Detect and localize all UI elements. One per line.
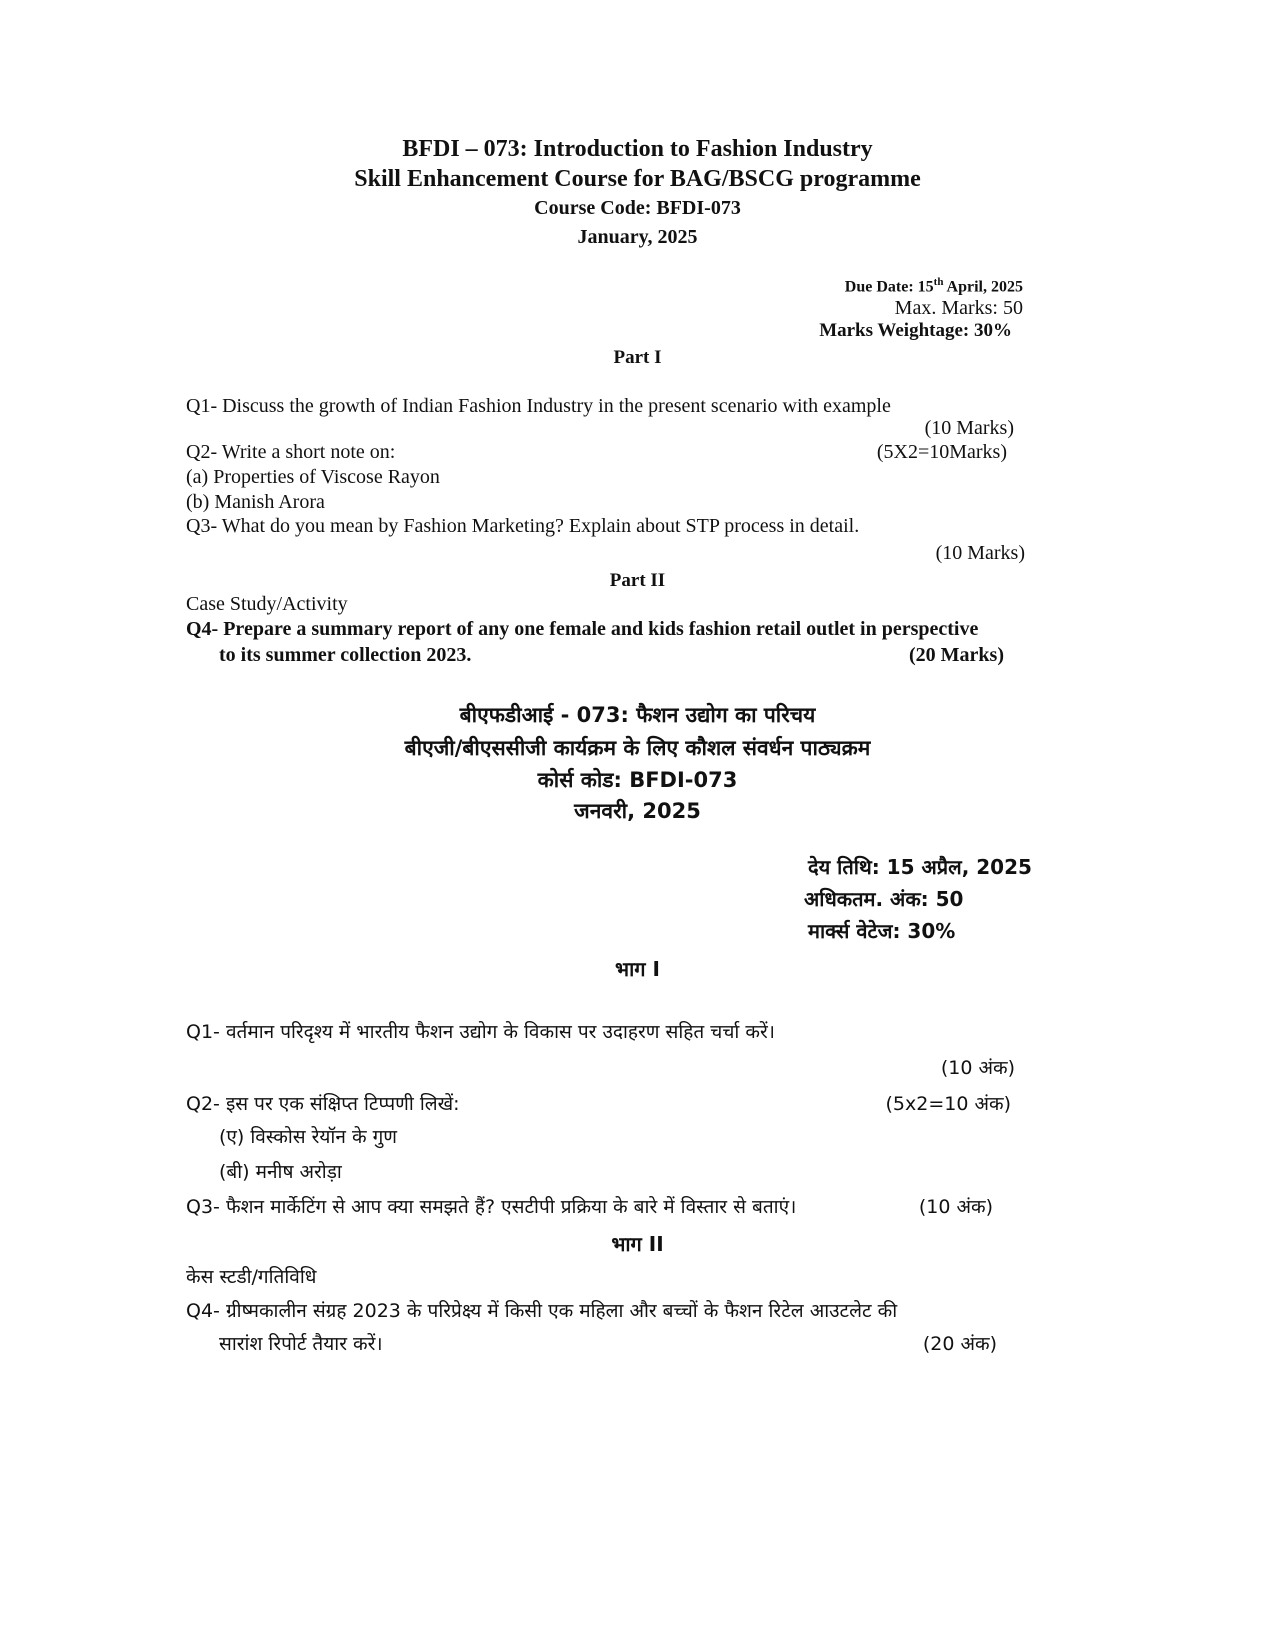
english-q3: Q3- What do you mean by Fashion Marketing? Explain about STP process in detail.	[186, 515, 860, 537]
english-part1-heading: Part I	[613, 347, 662, 368]
english-part2-heading: Part II	[609, 570, 666, 591]
english-due-date: Due Date: 15th April, 2025	[844, 276, 1023, 296]
hindi-part2-heading: भाग II	[611, 1232, 664, 1256]
english-q2b: (b) Manish Arora	[186, 491, 325, 513]
english-q1-marks: (10 Marks)	[924, 417, 1014, 439]
english-q1: Q1- Discuss the growth of Indian Fashion Industry in the present scenario with example	[186, 395, 891, 417]
hindi-q4-marks: (20 अंक)	[922, 1333, 997, 1355]
hindi-max-marks: अधिकतम. अंक: 50	[804, 887, 964, 911]
hindi-part1-heading: भाग I	[615, 957, 660, 981]
english-session: January, 2025	[577, 226, 698, 248]
hindi-q2a: (ए) विस्कोस रेयॉन के गुण	[219, 1126, 398, 1148]
english-title: BFDI – 073: Introduction to Fashion Industry	[402, 136, 873, 162]
hindi-q4-line1: Q4- ग्रीष्मकालीन संग्रह 2023 के परिप्रेक्ष्य में किसी एक महिला और बच्चों के फैशन रिटेल आउटलेट की	[186, 1300, 898, 1322]
hindi-q4-line2: सारांश रिपोर्ट तैयार करें।	[219, 1333, 383, 1355]
english-weightage: Marks Weightage: 30%	[819, 320, 1012, 341]
english-q2: Q2- Write a short note on:	[186, 441, 396, 463]
english-course-code: Course Code: BFDI-073	[534, 197, 741, 219]
hindi-course-code: कोर्स कोड: BFDI-073	[537, 768, 738, 792]
hindi-q2b: (बी) मनीष अरोड़ा	[219, 1161, 342, 1183]
english-q2a: (a) Properties of Viscose Rayon	[186, 466, 440, 488]
hindi-due-date: देय तिथि: 15 अप्रैल, 2025	[808, 855, 1032, 879]
hindi-weightage: मार्क्स वेटेज: 30%	[808, 919, 956, 943]
hindi-q2: Q2- इस पर एक संक्षिप्त टिप्पणी लिखें:	[186, 1093, 460, 1115]
english-subtitle: Skill Enhancement Course for BAG/BSCG programme	[354, 166, 921, 192]
hindi-q1: Q1- वर्तमान परिदृश्य में भारतीय फैशन उद्योग के विकास पर उदाहरण सहित चर्चा करें।	[186, 1021, 775, 1043]
hindi-q1-marks: (10 अंक)	[940, 1057, 1015, 1079]
hindi-session: जनवरी, 2025	[574, 799, 701, 823]
english-q4-marks: (20 Marks)	[909, 644, 1004, 666]
hindi-subtitle: बीएजी/बीएससीजी कार्यक्रम के लिए कौशल संवर्धन पाठ्यक्रम	[404, 736, 871, 760]
hindi-case-study: केस स्टडी/गतिविधि	[186, 1266, 317, 1288]
english-max-marks: Max. Marks: 50	[894, 297, 1023, 319]
hindi-q2-marks: (5x2=10 अंक)	[885, 1093, 1011, 1115]
hindi-q3-marks: (10 अंक)	[918, 1196, 993, 1218]
hindi-title: बीएफडीआई - 073: फैशन उद्योग का परिचय	[459, 703, 816, 727]
english-case-study: Case Study/Activity	[186, 593, 348, 615]
english-q4-line1: Q4- Prepare a summary report of any one female and kids fashion retail outlet in perspective	[186, 618, 979, 640]
english-q2-marks: (5X2=10Marks)	[876, 441, 1007, 463]
english-q3-marks: (10 Marks)	[935, 542, 1025, 564]
english-q4-line2: to its summer collection 2023.	[219, 644, 472, 666]
hindi-q3: Q3- फैशन मार्केटिंग से आप क्या समझते हैं? एसटीपी प्रक्रिया के बारे में विस्तार से बताएं।	[186, 1196, 797, 1218]
